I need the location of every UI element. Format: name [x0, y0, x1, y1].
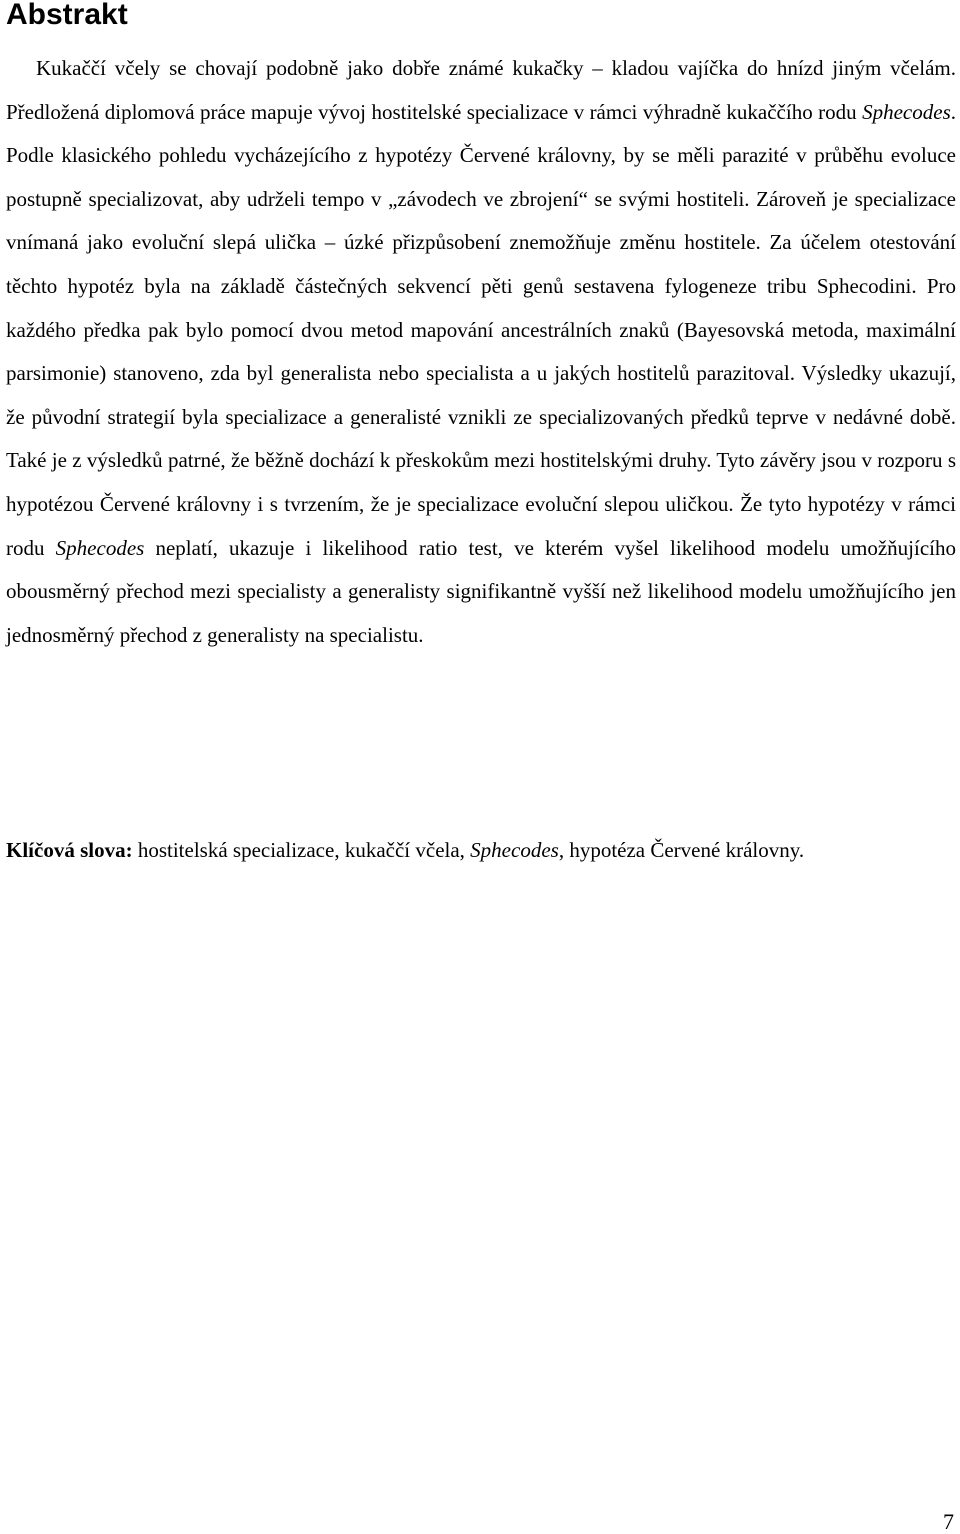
page-number: 7 — [943, 1509, 954, 1534]
abstract-paragraph — [6, 47, 956, 657]
abstract-text-part: Kukaččí včely se chovají podobně jako dobře známé kukačky – kladou vajíčka do hnízd jiným včelám. Předložená diplomová práce mapuje vývoj hostitelské specializace v rámci výhradně kukaččího rodu — [6, 56, 956, 124]
keywords-text-part: hostitelská specializace, kukaččí včela, — [132, 838, 471, 862]
genus-name-italic: Sphecodes — [55, 535, 145, 560]
keywords-text-part: , hypotéza Červené královny. — [558, 838, 805, 862]
abstract-text-part: neplatí, ukazuje i likelihood ratio test, ve kterém vyšel likelihood modelu umožňujícího obousměrný přechod mezi specialisty a generalisty signifikantně vyšší než likelihood modelu umožňujícího jen jednosměrný přechod z generalisty na specialistu. — [6, 535, 956, 647]
keywords-paragraph — [6, 828, 956, 872]
abstract-text-part: . Podle klasického pohledu vycházejícího z hypotézy Červené královny, by se měli parazité v průběhu evoluce postupně specializovat, aby udrželi tempo v „závodech ve zbrojení“ se svými hostiteli. Zároveň je specializace vnímaná jako evoluční slepá ulička – úzké přizpůsobení znemožňuje změnu hostitele. Za účelem otestování těchto hypotéz byla na základě částečných sekvencí pěti genů sestavena fylogeneze tribu Sphecodini. Pro každého předka pak bylo pomocí dvou metod mapování ancestrálních znaků (Bayesovská metoda, maximální parsimonie) stanoveno, zda byl generalista nebo specialista a u jakých hostitelů parazitoval. Výsledky ukazují, že původní strategií byla specializace a generalisté vznikli ze specializovaných předků teprve v nedávné době. Také je z výsledků patrné, že běžně dochází k přeskokům mezi hostitelskými druhy. Tyto závěry jsou v rozporu s hypotézou Červené královny i s tvrzením, že je specializace evoluční slepou uličkou. Že tyto hypotézy v rámci rodu — [6, 99, 956, 560]
abstract-heading: Abstrakt — [6, 0, 128, 31]
genus-name-italic: Sphecodes — [862, 99, 951, 124]
keywords-label: Klíčová slova: — [6, 838, 133, 862]
genus-name-italic: Sphecodes — [470, 838, 559, 862]
